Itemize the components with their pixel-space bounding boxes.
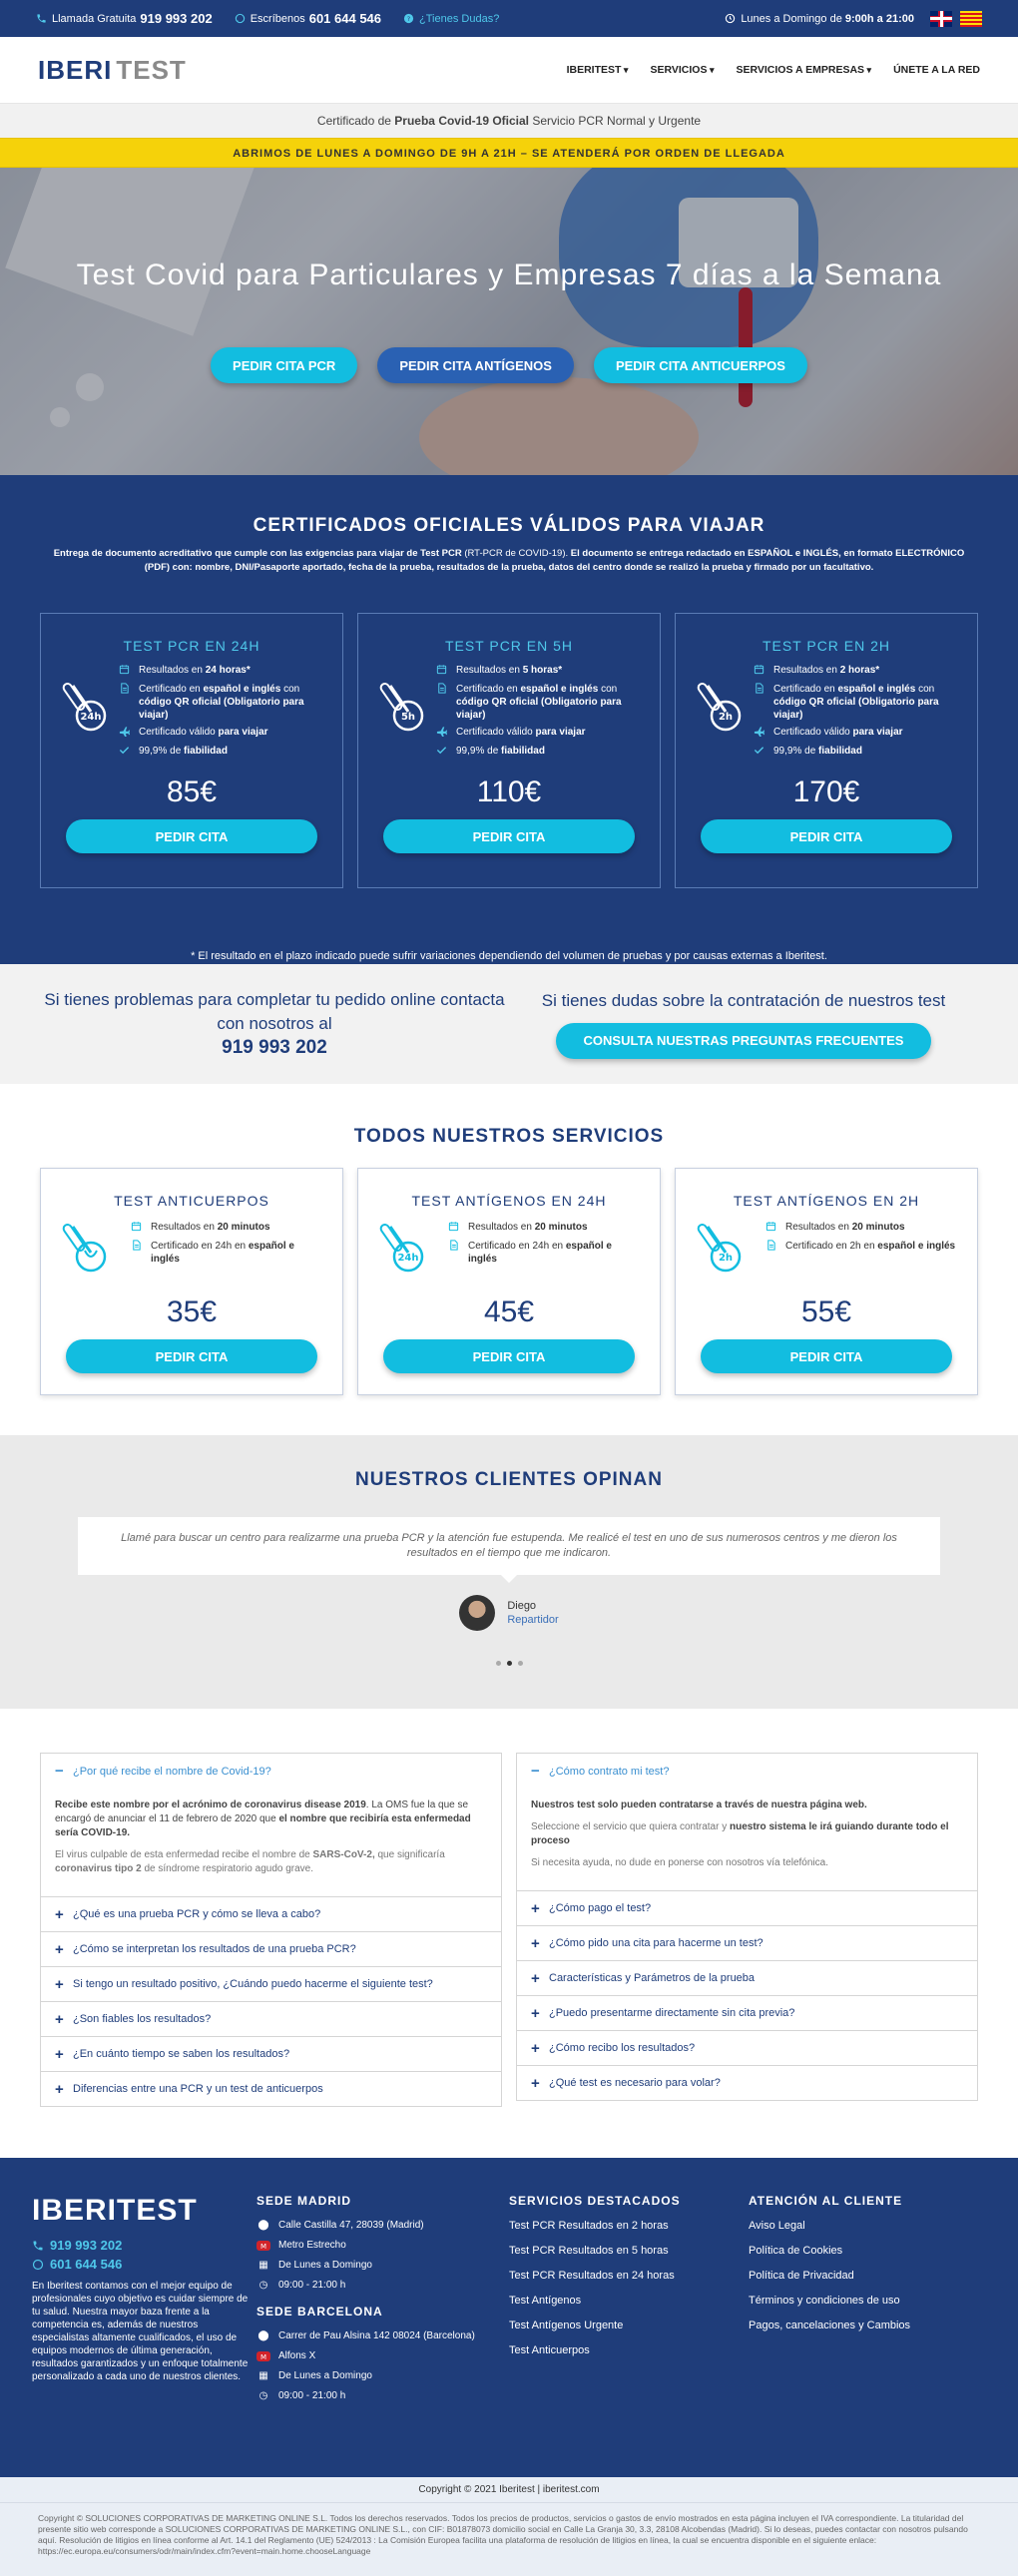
whatsapp-icon: [235, 13, 246, 24]
faq-question-label: ¿Por qué recibe el nombre de Covid-19?: [73, 1765, 271, 1778]
madrid-hours: 09:00 - 21:00 h: [278, 2280, 346, 2291]
faq-question[interactable]: [517, 2065, 977, 2100]
footer-link[interactable]: Términos y condiciones de uso: [749, 2295, 900, 2307]
feature-bold: español e inglés: [520, 684, 599, 695]
footer-about-text: En Iberitest contamos con el mejor equipo de profesionales cuyo objetivo es cuidar siempre de tu salud. Nuestra mayor baza frente a la competencia es, además de nuestros especialistas altamente cualificados, el uso de equipos modernos de última generación, resultados garantizados y un enfoque totalmente personalizado a cada uno de nuestros clientes.: [32, 2281, 249, 2382]
answer-text: que significaría: [377, 1849, 445, 1860]
list-item: [119, 683, 322, 722]
card-price: 55€: [800, 1295, 852, 1328]
faq-question[interactable]: [517, 1890, 977, 1925]
svg-text:24h: 24h: [80, 712, 102, 723]
feature-text: Certificado en 2h en: [785, 1241, 875, 1252]
whatsapp-icon: [32, 2259, 44, 2271]
check-icon: [436, 745, 450, 760]
sub-bar: [0, 104, 1018, 138]
test-tube-icon: [696, 664, 754, 764]
feature-text: Resultados en: [456, 665, 520, 676]
carousel-dot[interactable]: [518, 1661, 523, 1666]
help-left-text: Si tienes problemas para completar tu pedido online contacta con nosotros al: [44, 990, 505, 1033]
plus-icon: +: [55, 1975, 64, 1993]
feature-text: Certificado en: [456, 684, 518, 695]
catalan-flag-icon[interactable]: [960, 11, 982, 27]
pcr-card: [40, 613, 343, 888]
hours-value: 9:00h a 21:00: [844, 12, 914, 25]
card-title: TEST PCR EN 5H: [444, 638, 574, 654]
feature-list: [436, 664, 640, 764]
footer-link[interactable]: Test PCR Resultados en 5 horas: [509, 2245, 669, 2257]
list-item: [436, 664, 640, 679]
book-button[interactable]: PEDIR CITA: [383, 1339, 635, 1373]
list-item: [436, 683, 640, 722]
card-title: TEST ANTICUERPOS: [114, 1193, 269, 1209]
check-icon: [754, 745, 767, 760]
list-item: [754, 664, 957, 679]
feature-bold: código QR oficial (Obligatorio para viajar): [139, 697, 304, 721]
list-item: [436, 726, 640, 741]
clock-icon: ◷: [258, 2390, 268, 2401]
footer-link[interactable]: Política de Cookies: [749, 2245, 843, 2257]
subbar-post: Servicio PCR Normal y Urgente: [532, 114, 702, 128]
call-number: 919 993 202: [140, 11, 213, 26]
faq-answer: [517, 1789, 977, 1890]
footer-link[interactable]: Política de Privacidad: [749, 2270, 854, 2282]
card-title: TEST PCR EN 24H: [123, 638, 260, 654]
faq-question[interactable]: [517, 1995, 977, 2030]
hero-banner: [0, 168, 1018, 475]
book-antigen-button[interactable]: PEDIR CITA ANTÍGENOS: [377, 347, 574, 383]
feature-bold: 20 minutos: [534, 1222, 588, 1233]
site-logo[interactable]: [38, 55, 187, 86]
feature-text: Certificado válido: [456, 727, 533, 738]
faq-question[interactable]: [41, 2036, 501, 2071]
feature-bold: para viajar: [852, 727, 903, 738]
author-role: Repartidor: [507, 1614, 559, 1626]
list-item: [131, 1240, 322, 1266]
feature-bold: 5 horas*: [522, 665, 563, 676]
answer-text: de síndrome respiratorio agudo grave.: [144, 1863, 314, 1874]
footer-phone-2[interactable]: [32, 2257, 256, 2272]
faq-question-label: Si tengo un resultado positivo, ¿Cuándo puedo hacerme el siguiente test?: [73, 1978, 433, 1990]
services-section: [0, 1084, 1018, 1435]
help-left: [40, 988, 509, 1060]
plus-icon: +: [531, 2004, 540, 2022]
book-pcr-button[interactable]: PEDIR CITA PCR: [211, 347, 357, 383]
pcr-card: [357, 613, 661, 888]
top-bar: [0, 0, 1018, 37]
testimonials-title: NUESTROS CLIENTES OPINAN: [355, 1469, 663, 1490]
subbar-pre: Certificado de: [316, 114, 391, 128]
feature-text: con: [283, 684, 300, 695]
faq-question-label: Características y Parámetros de la prueba: [549, 1972, 756, 1984]
call-label: Llamada Gratuita: [52, 12, 137, 25]
site-header: [0, 37, 1018, 104]
footer-link[interactable]: Pagos, cancelaciones y Cambios: [749, 2319, 911, 2331]
help-phone[interactable]: 919 993 202: [222, 1037, 327, 1058]
faq-question[interactable]: [41, 2001, 501, 2036]
testimonials-section: [0, 1435, 1018, 1709]
intro-normal-1: (RT-PCR de COVID-19).: [464, 548, 569, 559]
card-title: TEST ANTÍGENOS EN 2H: [733, 1193, 920, 1209]
intro-bold-1: Entrega de documento acreditativo que cumple con las exigencias para viajar de Test PCR: [53, 548, 462, 559]
faq-question-label: ¿Puedo presentarme directamente sin cita previa?: [549, 2007, 795, 2019]
list-item: [754, 745, 957, 760]
faq-question[interactable]: [41, 1931, 501, 1966]
answer-text: . La OMS fue la que se encargó de anunciar el 11 de febrero de 2020 que: [55, 1800, 469, 1824]
calendar-icon: [131, 1221, 145, 1236]
calendar-icon: [754, 664, 767, 679]
feature-bold: para viajar: [535, 727, 586, 738]
list-item: [448, 1221, 640, 1236]
feature-text: Resultados en: [773, 665, 837, 676]
clock-icon: [725, 13, 736, 24]
faq-question-open[interactable]: [517, 1754, 977, 1789]
footer-link[interactable]: Aviso Legal: [749, 2220, 805, 2232]
list-item: [754, 726, 957, 741]
svg-text:?: ?: [406, 14, 411, 23]
metro-icon: [256, 2241, 270, 2251]
barcelona-days: De Lunes a Domingo: [278, 2370, 372, 2381]
book-button[interactable]: PEDIR CITA: [701, 819, 952, 853]
nav-item-iberitest[interactable]: IBERITEST ▾: [567, 64, 629, 76]
nav-item-servicios[interactable]: SERVICIOS ▾: [650, 64, 714, 76]
faq-right: [516, 1753, 978, 2101]
faq-question[interactable]: [41, 2071, 501, 2106]
plus-icon: +: [531, 1934, 540, 1952]
write-number: 601 644 546: [308, 11, 382, 26]
services-title: TODOS NUESTROS SERVICIOS: [353, 1126, 665, 1147]
help-section: [0, 964, 1018, 1084]
answer-text: Si necesita ayuda, no dude en ponerse con nosotros vía telefónica.: [531, 1857, 828, 1868]
footer-locations: [256, 2194, 509, 2477]
plane-icon: [754, 726, 767, 741]
faq-question[interactable]: [41, 1896, 501, 1931]
card-price: 35€: [166, 1295, 218, 1328]
hero-title: Test Covid para Particulares y Empresas 7 días a la Semana: [76, 258, 942, 291]
plane-icon: [436, 726, 450, 741]
book-button[interactable]: PEDIR CITA: [66, 819, 317, 853]
calendar-icon: ▦: [258, 2260, 268, 2271]
footer-link[interactable]: Test Antígenos: [509, 2295, 582, 2307]
logo-text-b: TEST: [116, 54, 187, 85]
faq-question-label: ¿Cómo se interpretan los resultados de una prueba PCR?: [73, 1943, 356, 1955]
list-item: [119, 664, 322, 679]
faq-question-label: ¿Cómo contrato mi test?: [549, 1765, 670, 1778]
feature-text: Resultados en: [785, 1222, 849, 1233]
answer-bold: el nombre que recibiría esta enfermedad sería COVID-19.: [55, 1813, 471, 1838]
hero-buttons: [0, 347, 1018, 383]
plus-icon: +: [55, 2080, 64, 2098]
test-tube-icon: [378, 664, 436, 764]
service-card: [357, 1168, 661, 1395]
whatsapp-link[interactable]: [235, 11, 381, 26]
feature-list: [448, 1221, 640, 1280]
write-label: Escríbenos: [250, 12, 305, 25]
footer-support: [749, 2194, 968, 2477]
opening-notice: ABRIMOS DE LUNES A DOMINGO DE 9H A 21H – SE ATENDERÁ POR ORDEN DE LLEGADA: [0, 138, 1018, 168]
madrid-days: De Lunes a Domingo: [278, 2260, 372, 2271]
feature-text: Resultados en: [468, 1222, 532, 1233]
faq-question-label: ¿Cómo pido una cita para hacerme un test?: [549, 1937, 764, 1949]
book-button[interactable]: PEDIR CITA: [383, 819, 635, 853]
feature-bold: español e inglés: [468, 1241, 612, 1265]
madrid-address: Calle Castilla 47, 28039 (Madrid): [278, 2220, 424, 2231]
plus-icon: +: [55, 2045, 64, 2063]
document-icon: [436, 683, 450, 722]
barcelona-hours: 09:00 - 21:00 h: [278, 2390, 346, 2401]
hero-overlay: [0, 168, 1018, 475]
metro-icon: [256, 2351, 270, 2361]
feature-list: [119, 664, 322, 764]
carousel-dot[interactable]: [496, 1661, 501, 1666]
footer-link[interactable]: Test PCR Resultados en 2 horas: [509, 2220, 669, 2232]
footer-link[interactable]: Test Antígenos Urgente: [509, 2319, 624, 2331]
copyright: Copyright © 2021 Iberitest | iberitest.com: [0, 2477, 1018, 2502]
feature-text: 99,9% de: [773, 746, 816, 757]
hours: [725, 11, 982, 27]
footer-link[interactable]: Test Anticuerpos: [509, 2344, 590, 2356]
feature-bold: español e inglés: [203, 684, 281, 695]
feature-bold: código QR oficial (Obligatorio para viajar): [456, 697, 622, 721]
nav-item-unete[interactable]: ÚNETE A LA RED: [893, 64, 980, 76]
feature-text: con: [601, 684, 618, 695]
feature-text: Resultados en: [151, 1222, 215, 1233]
feature-bold: español e inglés: [151, 1241, 294, 1265]
book-button[interactable]: PEDIR CITA: [701, 1339, 952, 1373]
footer-link[interactable]: Test PCR Resultados en 24 horas: [509, 2270, 675, 2282]
service-cards: [0, 1168, 1018, 1395]
logo-text-b: TEST: [117, 2194, 198, 2227]
logo-text-a: IBERI: [32, 2194, 118, 2227]
featured-title: SERVICIOS DESTACADOS: [509, 2194, 681, 2208]
plus-icon: +: [531, 2074, 540, 2092]
feature-bold: 20 minutos: [851, 1222, 905, 1233]
feature-bold: 2 horas*: [839, 665, 880, 676]
list-item: [448, 1240, 640, 1266]
svg-text:2h: 2h: [718, 712, 734, 723]
faq-question-label: ¿En cuánto tiempo se saben los resultados?: [73, 2048, 290, 2060]
footer-about: [32, 2194, 256, 2477]
svg-text:24h: 24h: [397, 1253, 419, 1264]
card-price: 110€: [476, 775, 542, 808]
plane-icon: [119, 726, 133, 741]
answer-bold: nuestro sistema le irá guiando durante todo el proceso: [531, 1821, 949, 1846]
certificates-intro: [40, 547, 978, 575]
answer-text: El virus culpable de esta enfermedad recibe el nombre de: [55, 1849, 310, 1860]
intro-bold-2: El documento se entrega redactado en ESPAÑOL e INGLÉS, en formato ELECTRÓNICO (PDF) con: nombre, DNI/Pasaporte aportado, fecha de la prueba, resultados de la prueba, datos del centro donde se realizó la prueba y firmado por un facultativo.: [144, 548, 965, 573]
card-title: TEST PCR EN 2H: [762, 638, 891, 654]
faq-question-label: ¿Cómo recibo los resultados?: [549, 2042, 696, 2054]
faq-button[interactable]: CONSULTA NUESTRAS PREGUNTAS FRECUENTES: [556, 1023, 931, 1059]
feature-list: [131, 1221, 322, 1280]
madrid-title: SEDE MADRID: [256, 2194, 352, 2208]
doubts-label: ¿Tienes Dudas?: [419, 12, 500, 25]
feature-bold: para viajar: [218, 727, 268, 738]
faq-question[interactable]: [517, 1960, 977, 1995]
english-flag-icon[interactable]: [930, 11, 952, 27]
answer-bold: SARS-CoV-2,: [312, 1849, 375, 1860]
service-card: [675, 1168, 978, 1395]
document-icon: [765, 1240, 779, 1255]
faq-question-label: ¿Qué test es necesario para volar?: [549, 2077, 721, 2089]
service-card: [40, 1168, 343, 1395]
nav-item-servicios-empresas[interactable]: SERVICIOS A EMPRESAS ▾: [736, 64, 871, 76]
feature-text: Certificado válido: [773, 727, 850, 738]
phone-icon: [32, 2240, 44, 2252]
feature-text: Certificado en 24h en: [468, 1241, 564, 1252]
svg-text:M: M: [259, 2242, 267, 2251]
phone-icon: [36, 13, 47, 24]
feature-bold: español e inglés: [877, 1241, 956, 1252]
help-icon: [403, 13, 414, 24]
minus-icon: −: [55, 1763, 64, 1780]
plus-icon: +: [531, 1969, 540, 1987]
faq-answer: [41, 1789, 501, 1896]
card-title: TEST ANTÍGENOS EN 24H: [411, 1193, 607, 1209]
call-link[interactable]: [36, 11, 213, 26]
carousel-dots: [0, 1661, 1018, 1666]
faq-section: [0, 1709, 1018, 2158]
feature-bold: fiabilidad: [818, 746, 862, 757]
faq-question[interactable]: [517, 1925, 977, 1960]
document-icon: [754, 683, 767, 722]
feature-text: con: [918, 684, 935, 695]
card-price: 85€: [166, 775, 218, 808]
plus-icon: +: [531, 2039, 540, 2057]
plus-icon: +: [55, 1905, 64, 1923]
plus-icon: +: [55, 1940, 64, 1958]
madrid-metro: Metro Estrecho: [278, 2240, 346, 2251]
author-name: Diego: [507, 1600, 537, 1612]
answer-bold: Nuestros test solo pueden contratarse a través de nuestra página web.: [531, 1800, 867, 1810]
faq-question-label: ¿Cómo pago el test?: [549, 1902, 652, 1914]
svg-text:M: M: [259, 2352, 267, 2361]
calendar-icon: ▦: [258, 2370, 268, 2381]
certificates-section: [0, 475, 1018, 964]
answer-text: Seleccione el servicio que quiera contratar y: [531, 1821, 728, 1832]
card-price: 45€: [483, 1295, 535, 1328]
test-kit-icon: [696, 1221, 765, 1280]
test-kit-icon: [61, 1221, 131, 1280]
faq-question[interactable]: [41, 1966, 501, 2001]
site-footer: [0, 2158, 1018, 2477]
faq-question-label: ¿Son fiables los resultados?: [73, 2013, 212, 2025]
feature-list: [765, 1221, 955, 1280]
feature-text: 99,9% de: [456, 746, 499, 757]
footer-phone-1[interactable]: [32, 2238, 256, 2253]
list-item: [119, 726, 322, 741]
hours-prefix: Lunes a Domingo de: [741, 12, 842, 25]
faq-question-label: Diferencias entre una PCR y un test de anticuerpos: [73, 2083, 323, 2095]
feature-text: Certificado válido: [139, 727, 216, 738]
list-item: [119, 745, 322, 760]
faq-left: [40, 1753, 502, 2107]
footer-phone-2-text: 601 644 546: [50, 2257, 123, 2272]
document-icon: [448, 1240, 462, 1266]
help-right: [509, 989, 978, 1059]
calendar-icon: [448, 1221, 462, 1236]
book-button[interactable]: PEDIR CITA: [66, 1339, 317, 1373]
carousel-dot[interactable]: [507, 1661, 512, 1666]
faq-question[interactable]: [517, 2030, 977, 2065]
certificates-title: CERTIFICADOS OFICIALES VÁLIDOS PARA VIAJAR: [253, 515, 765, 536]
faq-question-open[interactable]: [41, 1754, 501, 1789]
logo-text-a: IBERI: [38, 54, 113, 85]
feature-text: Certificado en 24h en: [151, 1241, 247, 1252]
plus-icon: +: [55, 2010, 64, 2028]
calendar-icon: [765, 1221, 779, 1236]
barcelona-metro: Alfons X: [278, 2350, 316, 2361]
pcr-cards: [0, 613, 1018, 888]
card-price: 170€: [792, 775, 860, 808]
feature-bold: fiabilidad: [184, 746, 228, 757]
pcr-card: [675, 613, 978, 888]
feature-text: Certificado en: [773, 684, 835, 695]
testimonial-author: [0, 1595, 1018, 1631]
avatar: [459, 1595, 495, 1631]
plus-icon: +: [531, 1899, 540, 1917]
feature-list: [754, 664, 957, 764]
feature-text: Resultados en: [139, 665, 203, 676]
feature-bold: 20 minutos: [217, 1222, 270, 1233]
minus-icon: −: [531, 1763, 540, 1780]
subbar-bold: Prueba Covid-19 Oficial: [394, 114, 530, 128]
help-right-text: Si tienes dudas sobre la contratación de nuestros test: [541, 991, 946, 1010]
clock-icon: ◷: [258, 2280, 268, 2291]
document-icon: [131, 1240, 145, 1266]
answer-bold: coronavirus tipo 2: [55, 1863, 142, 1874]
feature-bold: 24 horas*: [205, 665, 251, 676]
doubts-link[interactable]: [403, 13, 499, 25]
location-icon: ⬤: [257, 2220, 269, 2231]
faq-question-label: ¿Qué es una prueba PCR y cómo se lleva a cabo?: [73, 1908, 321, 1920]
barcelona-title: SEDE BARCELONA: [256, 2305, 383, 2318]
check-icon: [119, 745, 133, 760]
calendar-icon: [119, 664, 133, 679]
list-item: [754, 683, 957, 722]
feature-bold: fiabilidad: [501, 746, 545, 757]
document-icon: [119, 683, 133, 722]
main-nav: [567, 64, 980, 76]
svg-text:5h: 5h: [400, 712, 416, 723]
answer-bold: Recibe este nombre por el acrónimo de coronavirus disease 2019: [55, 1800, 366, 1810]
testimonial-quote: Llamé para buscar un centro para realizarme una prueba PCR y la atención fue estupenda. Me realicé el test en uno de sus numerosos centros y me dieron los resultados en el tiempo que me indicaron.: [78, 1517, 940, 1575]
footer-featured: [509, 2194, 749, 2477]
footer-logo[interactable]: [32, 2194, 256, 2228]
location-icon: ⬤: [257, 2330, 269, 2341]
feature-text: Certificado en: [139, 684, 201, 695]
list-item: [436, 745, 640, 760]
list-item: [765, 1240, 955, 1255]
svg-text:2h: 2h: [718, 1253, 734, 1264]
list-item: [765, 1221, 955, 1236]
book-antibody-button[interactable]: PEDIR CITA ANTICUERPOS: [594, 347, 807, 383]
feature-bold: español e inglés: [837, 684, 916, 695]
certificates-note: * El resultado en el plazo indicado puede sufrir variaciones dependiendo del volumen de pruebas y por causas externas a Iberitest.: [191, 950, 827, 962]
test-kit-icon: [378, 1221, 448, 1280]
footer-phone-1-text: 919 993 202: [50, 2238, 123, 2253]
test-tube-icon: [61, 664, 119, 764]
calendar-icon: [436, 664, 450, 679]
feature-text: 99,9% de: [139, 746, 182, 757]
list-item: [131, 1221, 322, 1236]
feature-bold: código QR oficial (Obligatorio para viajar): [773, 697, 939, 721]
barcelona-address: Carrer de Pau Alsina 142 08024 (Barcelona): [278, 2330, 475, 2341]
legal-text: Copyright © SOLUCIONES CORPORATIVAS DE MARKETING ONLINE S.L. Todos los derechos reservados. Todos los precios de productos, servicios o gastos de envío mostrados en esta página incluyen el IVA correspondiente. La titularidad del presente sitio web corresponde a SOLUCIONES CORPORATIVAS DE MARKETING ONLINE S.L., con CIF: B01878073 domicilio social en Calle La Granja 30, 3.3, 28108 Alcobendas (Madrid). Si lo deseas, puedes contactar con nosotros pulsando aquí. Resolución de litigios en línea conforme al Art. 14.1 del Reglamento (UE) 524/2013 : La Comisión Europea facilita una plataforma de resolución de litigios en línea, la cual se encuentra disponible en el siguiente enlace: https://ec.europa.eu/consumers/odr/main/index.cfm?event=main.home.chooseLanguage: [0, 2502, 1018, 2576]
support-title: ATENCIÓN AL CLIENTE: [749, 2194, 903, 2208]
